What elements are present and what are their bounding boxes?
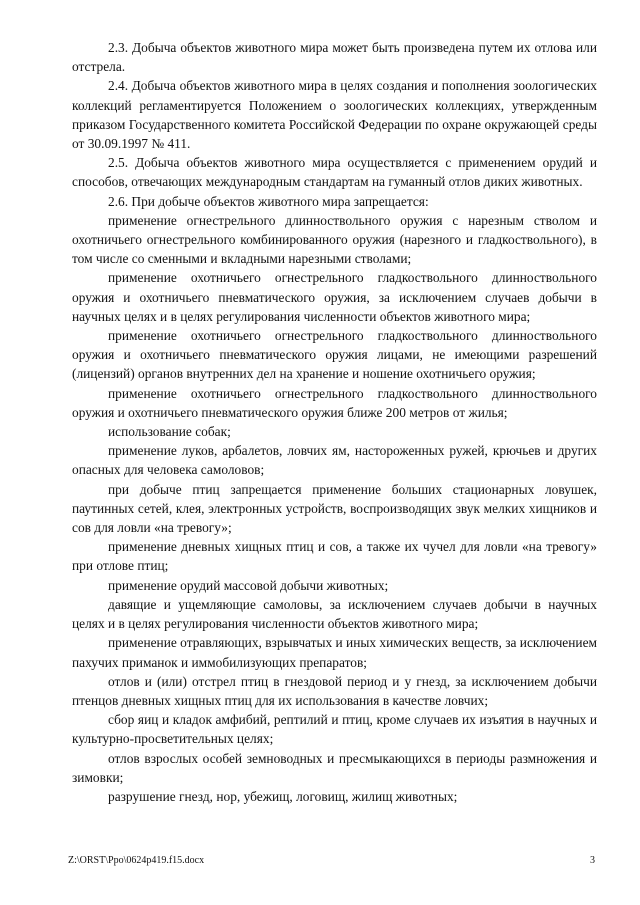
paragraph-2-5: 2.5. Добыча объектов животного мира осуществляется с применением орудий и способов, отвечающих международным стандартам на гуманный отлов диких животных. [72,155,597,190]
prohibition-item: применение дневных хищных птиц и сов, а также их чучел для ловли «на тревогу» при отлове птиц; [72,539,597,574]
prohibition-item: давящие и ущемляющие самоловы, за исключением случаев добычи в научных целях и в целях регулирования численности объектов животного мира; [72,596,597,632]
paragraph-2-6: 2.6. При добыче объектов животного мира запрещается: [108,193,429,209]
prohibition-item: отлов взрослых особей земноводных и пресмыкающихся в периоды размножения и зимовки; [72,750,597,785]
prohibition-item: применение охотничьего огнестрельного гладкоствольного длинноствольного оружия и охотничьего пневматического оружия, за исключением случаев добычи в научных целях и в целях регулирования численности объектов животного мира; [72,270,597,324]
paragraph-2-3: 2.3. Добыча объектов животного мира может быть произведена путем их отлова или отстрела. [72,40,597,75]
prohibition-item: использование собак; [108,424,231,440]
footer-file-path: Z:\ORST\Ppo\0624p419.f15.docx [68,855,205,866]
prohibition-item: при добыче птиц запрещается применение больших стационарных ловушек, паутинных сетей, клея, электронных устройств, воспроизводящих звук мелких хищников и сов для ловли «на тревогу»; [72,481,597,536]
prohibition-item: применение охотничьего огнестрельного гладкоствольного длинноствольного оружия и охотничьего пневматического оружия ближе 200 метров от жилья; [72,385,597,420]
prohibition-item: применение отравляющих, взрывчатых и иных химических веществ, за исключением пахучих приманок и иммобилизующих препаратов; [72,635,597,670]
prohibition-item: отлов и (или) отстрел птиц в гнездовой период и у гнезд, за исключением добычи птенцов дневных хищных птиц для их использования в качестве ловчих; [72,673,597,708]
document-body [72,38,597,806]
prohibition-item: применение охотничьего огнестрельного гладкоствольного длинноствольного оружия и охотничьего пневматического оружия лицами, не имеющими разрешений (лицензий) органов внутренних дел на хранение и ношение охотничьего оружия; [72,328,597,382]
prohibition-item: сбор яиц и кладок амфибий, рептилий и птиц, кроме случаев их изъятия в научных и культурно-просветительных целях; [72,712,597,747]
prohibition-item: применение луков, арбалетов, ловчих ям, настороженных ружей, крючьев и других опасных для человека самоловов; [72,443,597,478]
prohibition-item: применение орудий массовой добычи животных; [108,577,389,593]
paragraph-2-4: 2.4. Добыча объектов животного мира в целях создания и пополнения зоологических коллекций регламентируется Положением о зоологических коллекциях, утвержденным приказом Государственного комитета Российской Федерации по охране окружающей среды от 30.09.1997 № 411. [72,78,597,152]
prohibition-item: разрушение гнезд, нор, убежищ, логовищ, жилищ животных; [108,788,458,804]
prohibition-item: применение огнестрельного длинноствольного оружия с нарезным стволом и охотничьего огнестрельного комбинированного оружия (нарезного и гладкоствольного), в том числе со сменными и вкладными нарезными стволами; [72,212,597,267]
page-number: 3 [590,855,595,866]
